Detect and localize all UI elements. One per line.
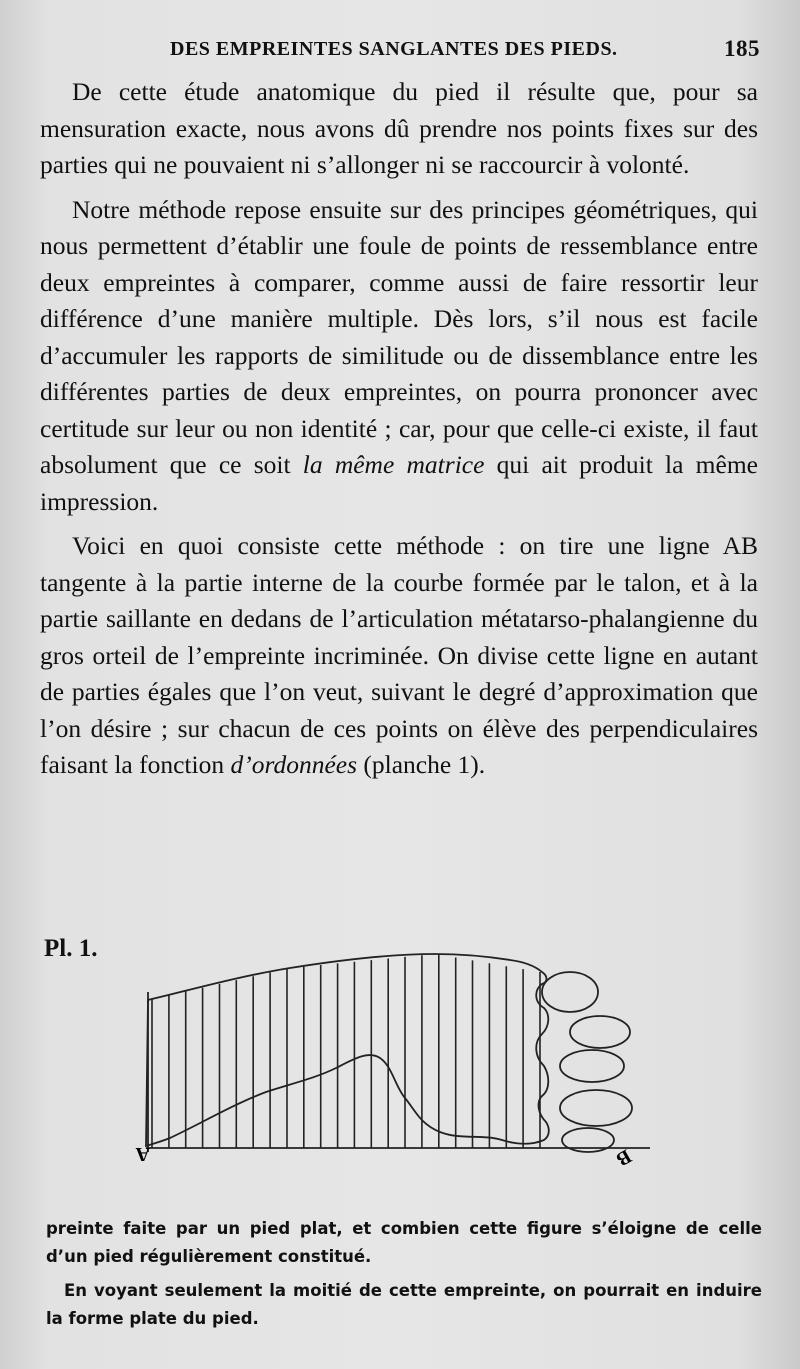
- footprint-diagram: [130, 950, 670, 1170]
- caption: [46, 1215, 762, 1333]
- italic-phrase: la même matrice: [302, 450, 485, 479]
- paragraph-2-text: Notre méthode repose ensuite sur des principes géométriques, qui nous permettent d’établir une foule de points de ressemblance entre deux empreintes à comparer, comme aussi de faire ressortir leur différence d’une manière multiple. Dès lors, s’il nous est facile d’accumuler les rapports de similitude ou de dissemblance entre les différentes parties de deux empreintes, on pourra prononcer avec certitude sur leur ou non identité ; car, pour que celle-ci existe, il faut absolument que ce soit: [40, 194, 758, 479]
- caption-line-2: En voyant seulement la moitié de cette empreinte, on pourrait en induire la forme plate du pied.: [46, 1281, 762, 1328]
- paragraph-3: [40, 528, 758, 784]
- italic-term: d’ordonnées: [230, 750, 358, 779]
- paragraph-1: [40, 74, 758, 184]
- footprint-outline: [146, 954, 549, 1146]
- paragraph-3-text: Voici en quoi consiste cette méthode : on tire une ligne AB tangente à la partie interne de la courbe formée par le talon, et à la partie saillante en dedans de l’articulation métatarso-phalangienne du gros orteil de l’empreinte incriminée. On divise cette ligne en autant de parties égales que l’on veut, suivant le degré d’approximation que l’on désire ; sur chacun de ces points on élève des perpendiculaires faisant la fonction: [40, 531, 758, 779]
- point-a-label: A: [135, 1143, 150, 1165]
- plate-figure: [130, 950, 670, 1170]
- running-title: DES EMPREINTES SANGLANTES DES PIEDS.: [170, 38, 618, 60]
- point-b-label: B: [612, 1144, 635, 1170]
- paragraph-3-end: (planche 1).: [357, 750, 486, 779]
- paragraph-2-end: qui ait produit la même impression.: [40, 450, 758, 516]
- caption-line-1: preinte faite par un pied plat, et combien cette figure s’éloigne de celle d’un pied régulièrement constitué.: [46, 1219, 762, 1266]
- toe-outlines: [542, 972, 632, 1152]
- page-number: 185: [724, 36, 760, 61]
- plate-label: Pl. 1.: [44, 935, 98, 962]
- body-text: [40, 74, 758, 784]
- paragraph-1-text: De cette étude anatomique du pied il résulte que, pour sa mensuration exacte, nous avons dû prendre nos points fixes sur des parties qui ne pouvaient ni s’allonger ni se raccourcir à volonté.: [40, 77, 758, 179]
- paragraph-2: [40, 192, 758, 521]
